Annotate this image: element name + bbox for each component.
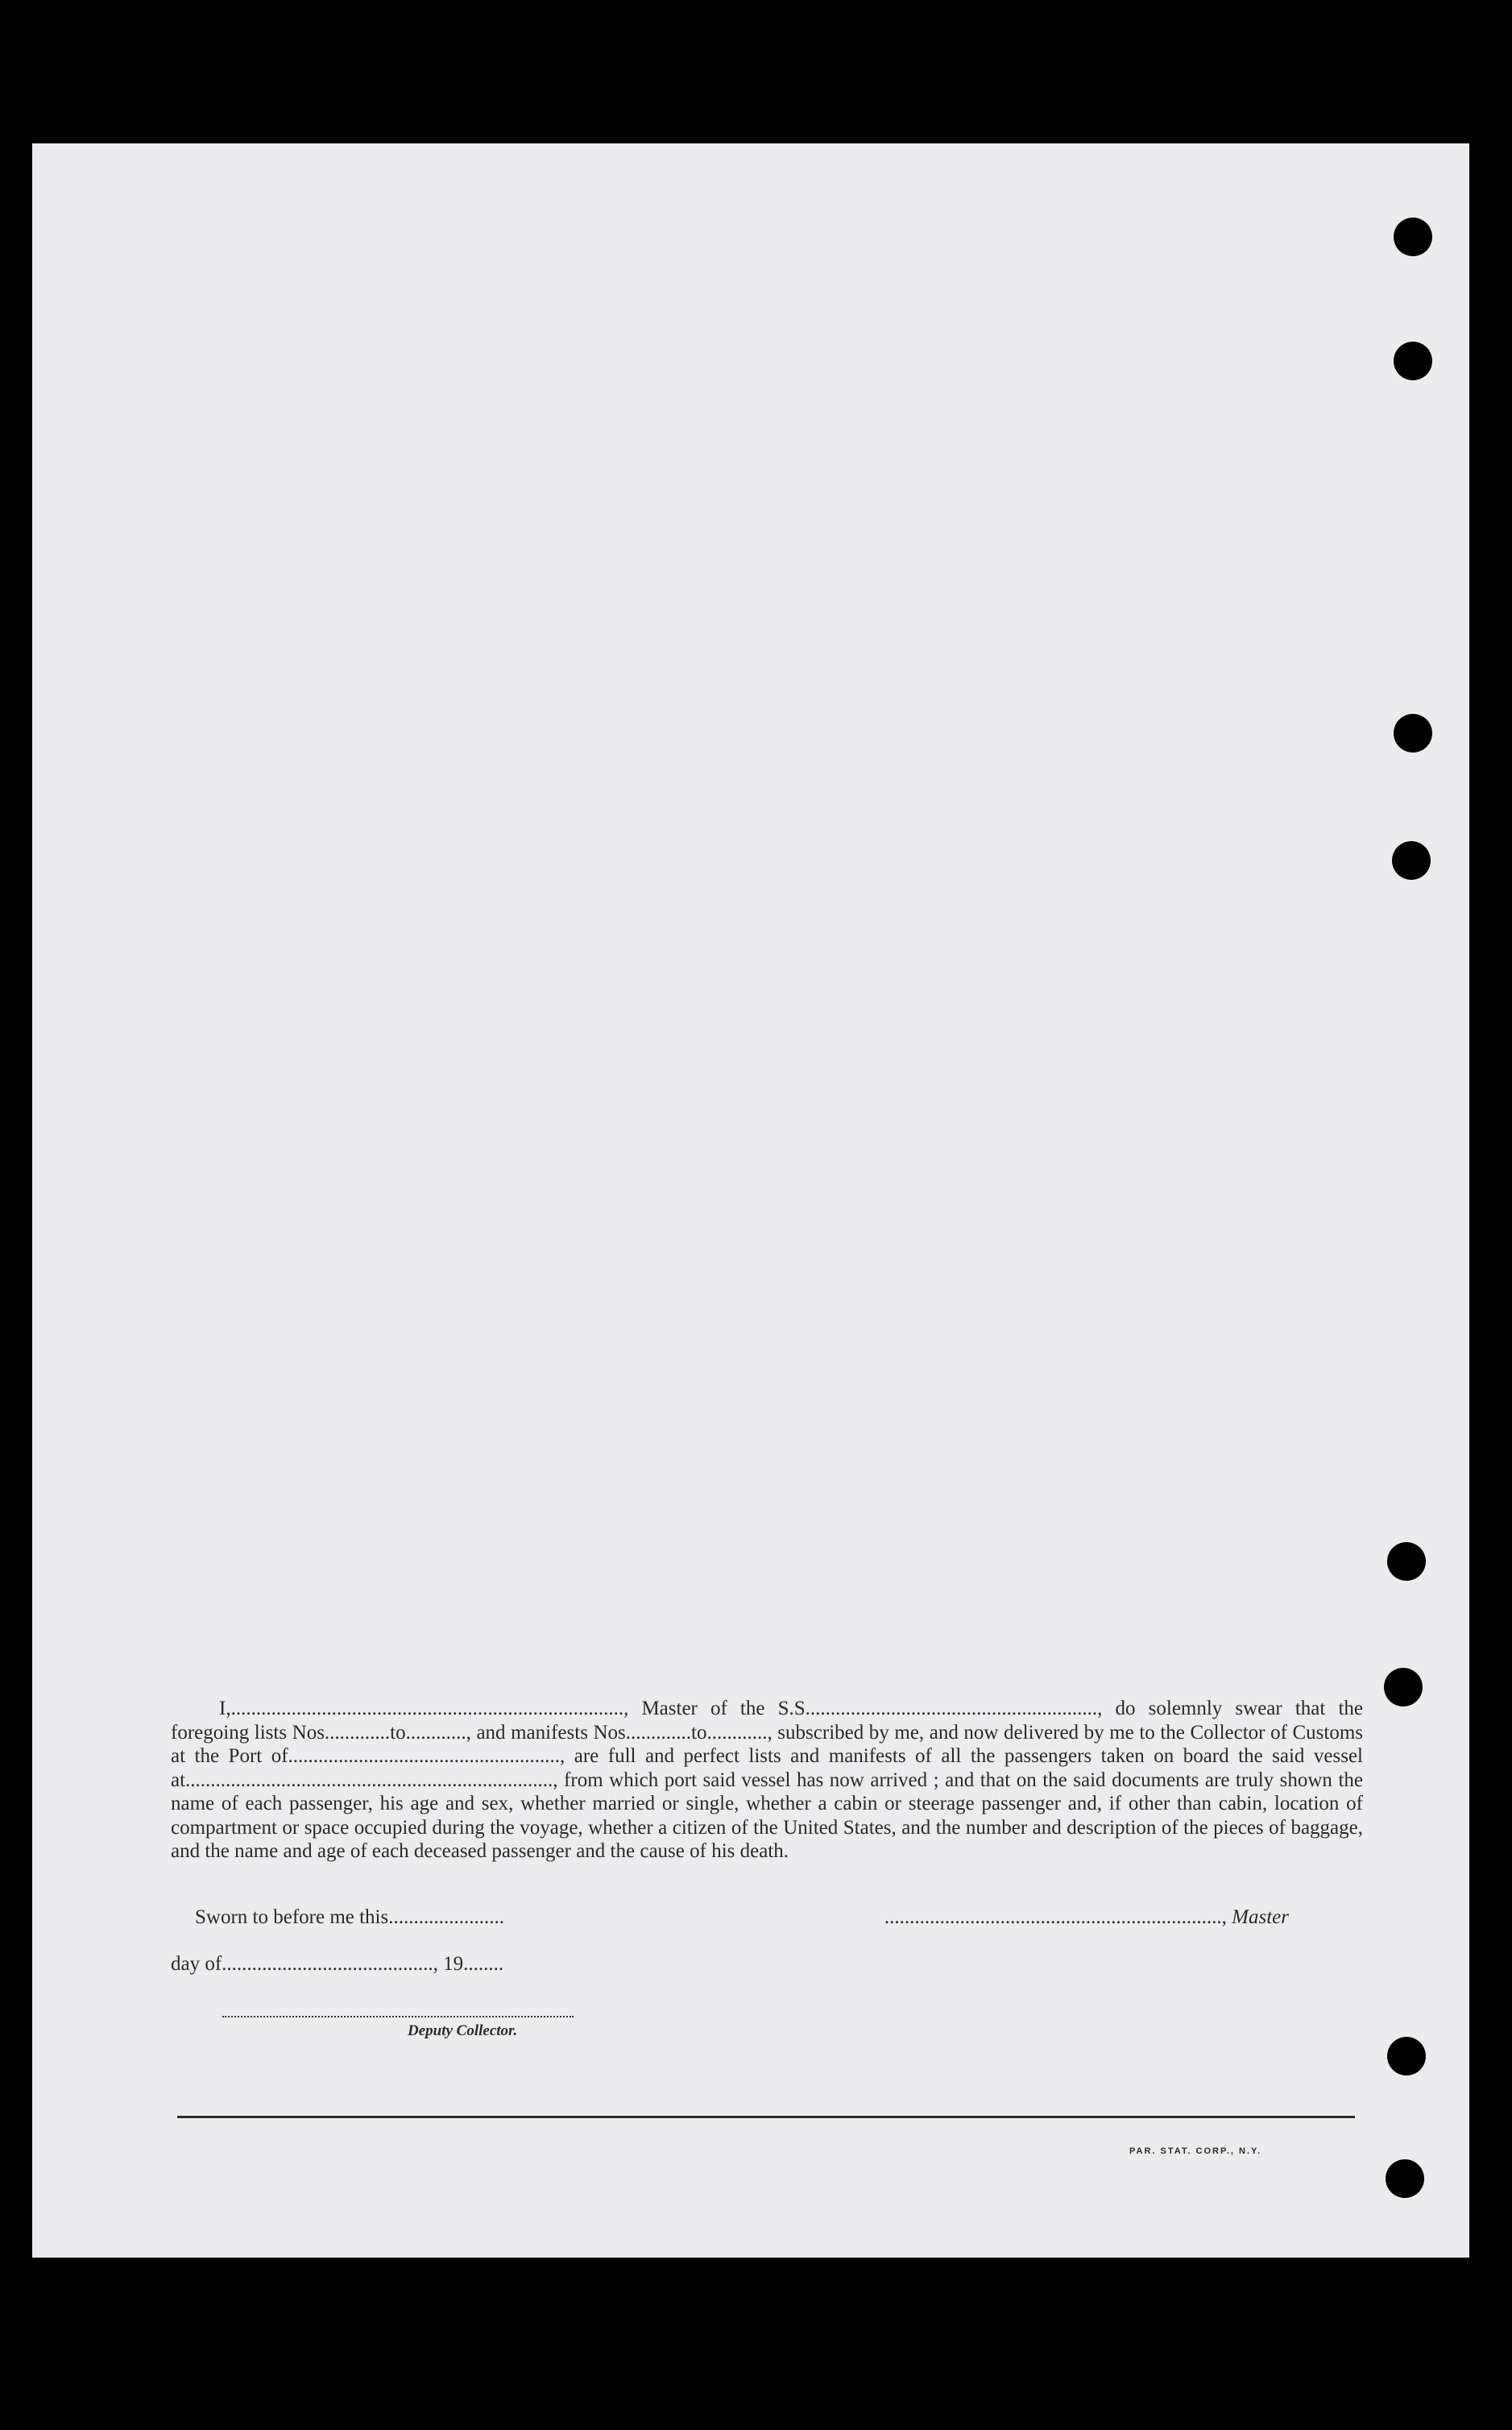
- punch-hole: [1384, 1668, 1423, 1706]
- punch-hole: [1392, 841, 1431, 880]
- master-dots: ...................................................................,: [884, 1906, 1227, 1928]
- punch-hole: [1387, 1542, 1426, 1581]
- day-line: day of.........................................., 19........: [171, 1953, 504, 1975]
- punch-hole: [1394, 218, 1432, 256]
- manifest-page: [32, 143, 1469, 2258]
- master-signature-line: [884, 1906, 1289, 1929]
- punch-hole: [1394, 342, 1432, 380]
- bottom-rule: [177, 2116, 1355, 2118]
- sworn-line: Sworn to before me this.......................: [195, 1906, 504, 1928]
- deputy-signature-rule: [222, 2016, 574, 2017]
- deputy-collector-label: Deputy Collector.: [408, 2022, 518, 2039]
- master-label: Master: [1232, 1906, 1289, 1928]
- oath-paragraph: I,.............................................................................., Master of the S.S.........................................................., do solemnly swear that the foregoing lists Nos.............to............, and manifests Nos.............to............, subscribed by me, and now delivered by me to the Collector of Customs at the Port of......................................................, are full and perfect lists and manifests of all the passengers taken on board the said vessel at........................................................................., from which port said vessel has now arrived ; and that on the said documents are truly shown the name of each passenger, his age and sex, whether married or single, whether a cabin or steerage passenger and, if other than cabin, location of compartment or space occupied during the voyage, whether a citizen of the United States, and the number and description of the pieces of baggage, and the name and age of each deceased passenger and the cause of his death.: [171, 1698, 1363, 1862]
- punch-hole: [1386, 2159, 1424, 2198]
- punch-hole: [1387, 2037, 1426, 2075]
- punch-hole: [1394, 714, 1432, 753]
- printer-imprint: PAR. STAT. CORP., N.Y.: [1129, 2146, 1262, 2156]
